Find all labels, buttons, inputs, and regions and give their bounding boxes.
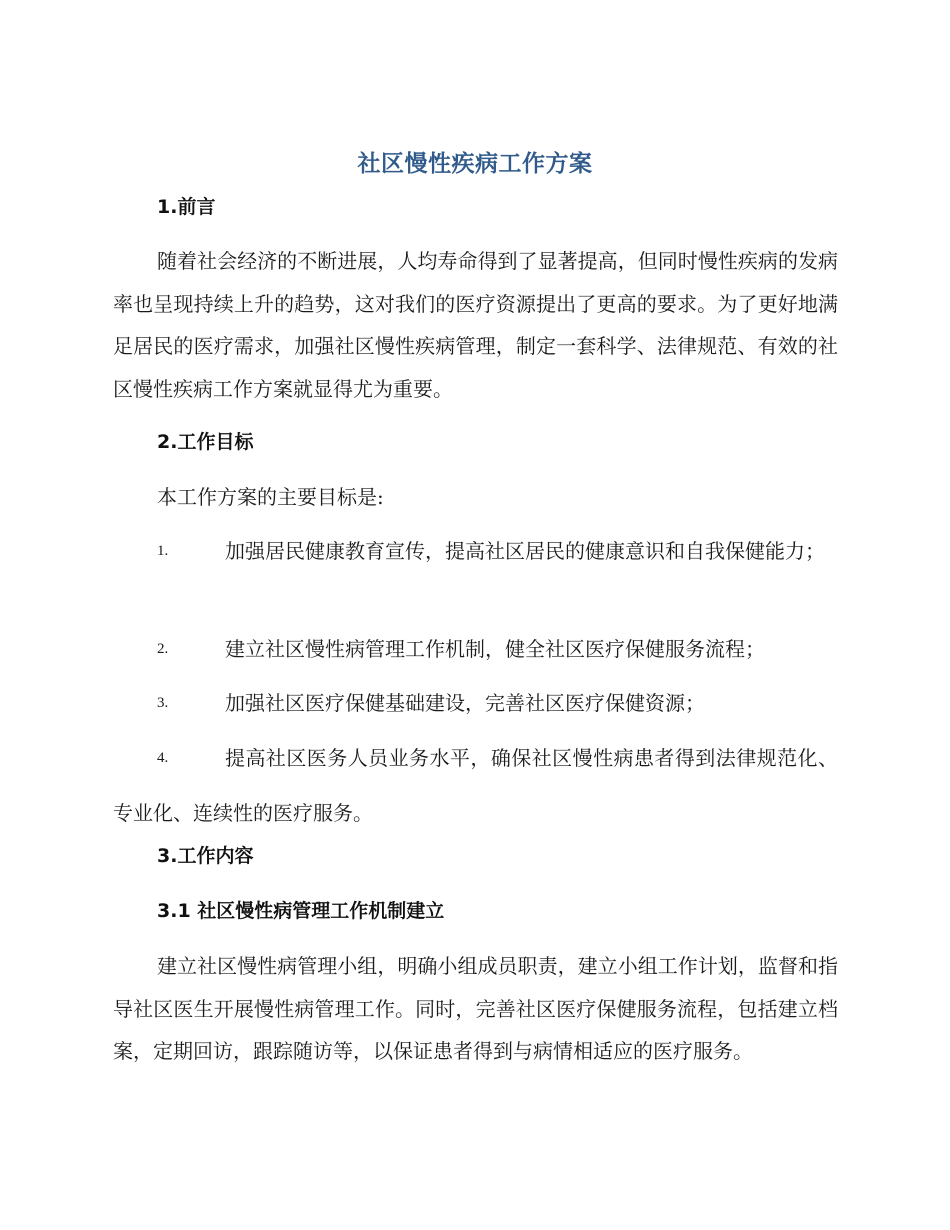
goal-item-text: 加强社区医疗保健基础建设，完善社区医疗保健资源； <box>225 691 705 715</box>
goal-item-number: 2. <box>157 641 169 657</box>
section-heading-goals: 2.工作目标 <box>157 431 254 453</box>
section-heading-work-content: 3.工作内容 <box>157 845 254 867</box>
goals-intro: 本工作方案的主要目标是: <box>157 485 384 509</box>
goal-item-text: 建立社区慢性病管理工作机制，健全社区医疗保健服务流程； <box>225 637 765 661</box>
goal-item-1 <box>113 524 838 579</box>
goal-item-text: 提高社区医务人员业务水平，确保社区慢性病患者得到法律规范化、专业化、连续性的医疗服务。 <box>113 746 838 825</box>
goal-item-number: 3. <box>157 695 169 711</box>
section-heading-preface: 1.前言 <box>157 196 216 218</box>
goal-item-3 <box>113 676 838 731</box>
mechanism-paragraph: 建立社区慢性病管理小组，明确小组成员职责，建立小组工作计划，监督和指导社区医生开展慢性病管理工作。同时，完善社区医疗保健服务流程，包括建立档案，定期回访，跟踪随访等，以保证患者得到与病情相适应的医疗服务。 <box>113 954 838 1063</box>
goal-item-4 <box>113 731 838 841</box>
document-title: 社区慢性疾病工作方案 <box>357 151 593 177</box>
subsection-heading-mechanism: 3.1 社区慢性病管理工作机制建立 <box>157 900 445 922</box>
goal-item-2 <box>113 622 838 677</box>
goal-item-text: 加强居民健康教育宣传，提高社区居民的健康意识和自我保健能力； <box>225 539 825 563</box>
preface-paragraph: 随着社会经济的不断进展，人均寿命得到了显著提高，但同时慢性疾病的发病率也呈现持续上升的趋势，这对我们的医疗资源提出了更高的要求。为了更好地满足居民的医疗需求，加强社区慢性疾病管理，制定一套科学、法律规范、有效的社区慢性疾病工作方案就显得尤为重要。 <box>113 249 838 401</box>
goal-item-number: 1. <box>157 543 169 559</box>
goal-item-number: 4. <box>157 750 169 766</box>
